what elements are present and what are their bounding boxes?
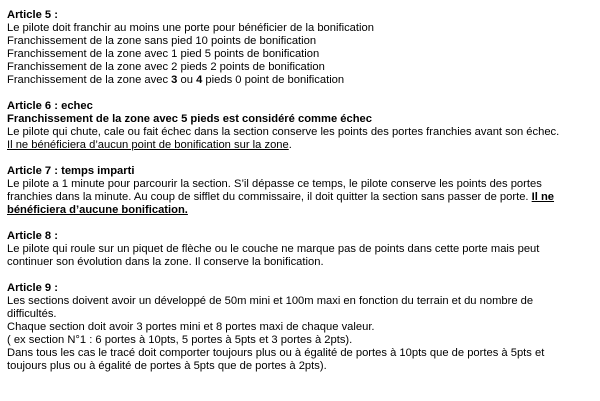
article-9-line: Les sections doivent avoir un développé de 50m mini et 100m maxi en fonction du terrain et du nombre de <box>7 294 534 307</box>
article-6-end: . <box>288 139 292 152</box>
article-7-heading: Article 7 : temps imparti <box>7 164 135 177</box>
article-9 <box>7 282 595 374</box>
article-6-heading: Article 6 : echec <box>7 100 93 113</box>
article-9-heading: Article 9 : <box>7 281 58 294</box>
article-5-last-bold-4: 4 <box>196 74 203 87</box>
article-9-line: toujours plus ou à égalité de portes à 5pts que de portes à 2pts). <box>7 360 327 373</box>
article-7-line-1: Le pilote a 1 minute pour parcourir la section. S’il dépasse ce temps, le pilote conserve les points des portes <box>7 178 542 191</box>
article-6-underlined: Il ne bénéficiera d’aucun point de bonification sur la zone <box>7 139 289 152</box>
article-5 <box>7 9 595 88</box>
article-5-item: Franchissement de la zone avec 2 pieds 2 points de bonification <box>7 61 325 74</box>
article-9-line: Dans tous les cas le tracé doit comporter toujours plus ou à égalité de portes à 10pts que de portes à 5pts et <box>7 347 545 360</box>
article-5-heading: Article 5 : <box>7 9 58 21</box>
article-5-intro: Le pilote doit franchir au moins une porte pour bénéficier de la bonification <box>7 22 374 35</box>
article-5-item: Franchissement de la zone sans pied 10 points de bonification <box>7 35 317 48</box>
article-9-line: difficultés. <box>7 307 57 320</box>
article-7-line-2-text: franchies dans la minute. Au coup de sifflet du commissaire, il doit quitter la section sans passer de porte. <box>7 191 532 204</box>
article-9-line: ( ex section N°1 : 6 portes à 10pts, 5 portes à 5pts et 3 portes à 2pts). <box>7 333 353 346</box>
article-6 <box>7 100 595 152</box>
article-6-text: Le pilote qui chute, cale ou fait échec dans la section conserve les points des portes franchies avant son échec. <box>7 126 560 139</box>
article-5-last-mid: ou <box>177 74 197 87</box>
article-7-bold-underlined-1: Il ne <box>531 191 555 204</box>
article-5-last-after: pieds 0 point de bonification <box>202 74 345 87</box>
article-9-line: Chaque section doit avoir 3 portes mini et 8 portes maxi de chaque valeur. <box>7 320 375 333</box>
article-5-last-bold-3: 3 <box>171 74 178 87</box>
article-7 <box>7 165 595 217</box>
article-8-line-2: continuer son évolution dans la zone. Il conserve la bonification. <box>7 256 324 268</box>
article-6-underlined-line <box>7 139 595 152</box>
article-8 <box>7 230 595 269</box>
article-7-line-2 <box>7 191 595 204</box>
article-6-bold-line: Franchissement de la zone avec 5 pieds est considéré comme échec <box>7 113 372 126</box>
article-8-line-1: Le pilote qui roule sur un piquet de flèche ou le couche ne marque pas de points dans cette porte mais peut <box>7 242 540 255</box>
article-7-line-3 <box>7 204 595 217</box>
article-8-heading: Article 8 : <box>7 229 58 242</box>
regulation-document <box>7 9 595 386</box>
article-5-item: Franchissement de la zone avec 1 pied 5 points de bonification <box>7 48 320 61</box>
article-5-item-last <box>7 74 595 87</box>
article-7-bold-underlined-2: bénéficiera d’aucune bonification. <box>7 204 188 217</box>
article-5-last-before: Franchissement de la zone avec <box>7 74 172 87</box>
